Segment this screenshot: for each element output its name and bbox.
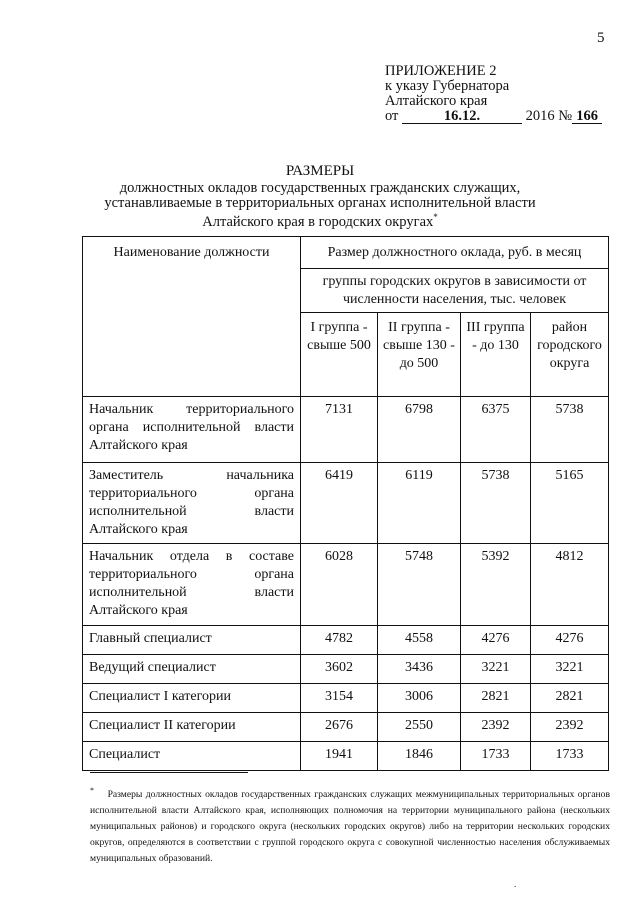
footnote-divider (90, 772, 248, 773)
salary-value-group-3: 5392 (461, 544, 531, 626)
scan-mark: . (514, 879, 517, 889)
appendix-date: 16.12. (402, 109, 522, 124)
salary-value-group-4: 2821 (531, 684, 609, 713)
salary-table (82, 236, 609, 771)
table-row (83, 742, 609, 771)
salary-value-group-2: 1846 (378, 742, 461, 771)
salary-value-group-4: 3221 (531, 655, 609, 684)
salary-header: Размер должностного оклада, руб. в месяц (301, 237, 609, 269)
position-name: Ведущий специалист (83, 655, 301, 684)
salary-value-group-3: 1733 (461, 742, 531, 771)
salary-value-group-3: 2392 (461, 713, 531, 742)
salary-value-group-1: 3154 (301, 684, 378, 713)
salary-value-group-2: 3006 (378, 684, 461, 713)
group-header-2: II группа - свыше 130 - до 500 (378, 313, 461, 397)
salary-value-group-1: 4782 (301, 626, 378, 655)
salary-value-group-4: 4276 (531, 626, 609, 655)
appendix-number: 166 (572, 109, 602, 124)
salary-value-group-3: 5738 (461, 463, 531, 544)
appendix-date-line (385, 109, 602, 124)
salary-value-group-3: 6375 (461, 397, 531, 463)
salary-value-group-1: 6028 (301, 544, 378, 626)
document-title: РАЗМЕРЫ (285, 163, 355, 179)
subtitle-footnote-mark: * (433, 212, 438, 222)
footnote-mark: * (90, 786, 94, 795)
salary-value-group-4: 2392 (531, 713, 609, 742)
page-number: 5 (597, 30, 605, 46)
position-name: Специалист (83, 742, 301, 771)
table-row (83, 713, 609, 742)
salary-value-group-1: 3602 (301, 655, 378, 684)
table-row (83, 463, 609, 544)
table-row (83, 655, 609, 684)
document-subtitle (80, 181, 560, 229)
appendix-decree: к указу Губернатора (385, 78, 510, 94)
position-name-header: Наименование должности (83, 237, 301, 397)
salary-value-group-4: 4812 (531, 544, 609, 626)
salary-value-group-3: 3221 (461, 655, 531, 684)
table-row (83, 397, 609, 463)
salary-value-group-2: 6798 (378, 397, 461, 463)
position-name: Специалист I категории (83, 684, 301, 713)
salary-value-group-2: 4558 (378, 626, 461, 655)
footnote-text: Размеры должностных окладов государственных гражданских служащих межмуниципальных территориальных органов исполнительной власти Алтайского края, исполняющих полномочия на территории муниципального района (нескольких муниципальных районов) и городского округа (нескольких городских округов) либо на территории нескольких городских округов, определяются в соответствии с группой городского округа с совокупной численностью населения обслуживаемых муниципальных образований. (90, 789, 611, 865)
salary-value-group-3: 2821 (461, 684, 531, 713)
table-row (83, 626, 609, 655)
position-name: Начальник отдела в составе территориального органа исполнительной власти Алтайского края (83, 544, 301, 626)
salary-value-group-2: 6119 (378, 463, 461, 544)
appendix-title: ПРИЛОЖЕНИЕ 2 (385, 63, 497, 79)
table-row (83, 544, 609, 626)
table-row (83, 684, 609, 713)
position-name: Заместитель начальника территориального органа исполнительной власти Алтайского края (83, 463, 301, 544)
appendix-region: Алтайского края (385, 93, 488, 109)
position-name: Главный специалист (83, 626, 301, 655)
salary-value-group-1: 7131 (301, 397, 378, 463)
appendix-from-label: от (385, 108, 399, 124)
salary-value-group-4: 5738 (531, 397, 609, 463)
salary-value-group-1: 6419 (301, 463, 378, 544)
subtitle-text: должностных окладов государственных гражданских служащих, устанавливаемые в территориальных органах исполнительной власти Алтайского края в городских округах (104, 180, 536, 230)
salary-value-group-3: 4276 (461, 626, 531, 655)
position-name: Начальник территориального органа исполнительной власти Алтайского края (83, 397, 301, 463)
footnote (90, 783, 610, 867)
group-header-3: III группа - до 130 (461, 313, 531, 397)
appendix-year: 2016 № (525, 108, 573, 124)
appendix-block (385, 64, 602, 124)
groups-header: группы городских округов в зависимости от численности населения, тыс. человек (301, 269, 609, 313)
group-header-1: I группа - свыше 500 (301, 313, 378, 397)
salary-value-group-1: 1941 (301, 742, 378, 771)
salary-value-group-4: 1733 (531, 742, 609, 771)
salary-value-group-1: 2676 (301, 713, 378, 742)
salary-value-group-4: 5165 (531, 463, 609, 544)
position-name: Специалист II категории (83, 713, 301, 742)
salary-value-group-2: 3436 (378, 655, 461, 684)
salary-value-group-2: 5748 (378, 544, 461, 626)
salary-value-group-2: 2550 (378, 713, 461, 742)
group-header-4: район городского округа (531, 313, 609, 397)
